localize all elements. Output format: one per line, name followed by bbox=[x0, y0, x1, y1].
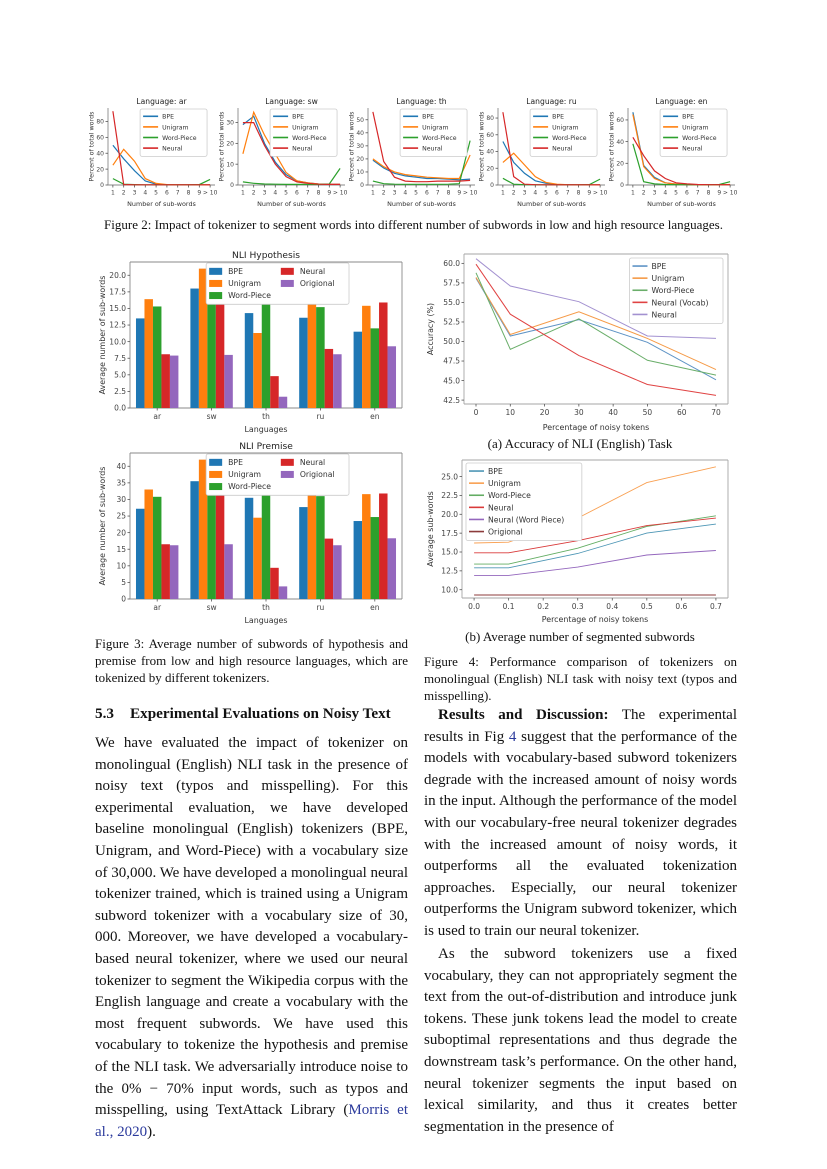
svg-text:15.0: 15.0 bbox=[109, 304, 126, 314]
svg-text:1: 1 bbox=[110, 189, 115, 197]
paragraph-text: We have evaluated the impact of tokenizer on monolingual (English) NLI task in the presence of noisy text (typos and misspelling). For this experimental evaluation, we have developed baseline monolingual (English) tokenizers (BPE, Unigram, and Word-Piece) with a vocabulary size of 30,000. We have developed a monolingual neural tokenizer trained, which is trained using a Unigram subword tokenizer with a vocabulary size of 30, 000. Moreover, we have developed a vocabulary-based neural tokenizer, where we used our neural tokenizer to segment the Wikipedia corpus with the English language and create a vocabulary with the most frequent subwords. We have used this vocabulary to tokenize the hypothesis and premise of the NLI task. We adversarially introduce noise to the 0% − 70% input words, such as typos and misspelling, using TextAttack Library ( bbox=[95, 735, 409, 1119]
svg-text:40: 40 bbox=[608, 408, 618, 417]
svg-text:9: 9 bbox=[457, 189, 462, 197]
svg-text:Number of sub-words: Number of sub-words bbox=[647, 200, 716, 208]
section-heading bbox=[95, 705, 408, 723]
svg-text:Unigram: Unigram bbox=[552, 124, 579, 132]
svg-text:45.0: 45.0 bbox=[443, 376, 460, 386]
svg-text:6: 6 bbox=[554, 189, 559, 197]
paragraph-experimental-setup bbox=[95, 733, 408, 1143]
svg-text:8: 8 bbox=[706, 189, 711, 197]
svg-text:BPE: BPE bbox=[228, 457, 243, 467]
svg-text:5: 5 bbox=[674, 189, 679, 197]
svg-text:NLI Hypothesis: NLI Hypothesis bbox=[232, 251, 300, 261]
svg-text:0.0: 0.0 bbox=[468, 602, 481, 611]
paragraph-subword-discussion: As the subword tokenizers use a fixed vocabulary, they can not appropriately segment the text from the out-of-distribution and introduce junk tokens. These junk tokens lead the model to create suboptimal representations and thus degrade the downstream task’s performance. On the other hand, neural tokenizer segments the input based on lexical similarity, and thus it creates better segmentation in the presence of bbox=[424, 946, 737, 1135]
svg-text:30: 30 bbox=[356, 143, 364, 151]
svg-text:en: en bbox=[370, 412, 380, 421]
svg-text:Neural: Neural bbox=[487, 503, 514, 513]
svg-text:Word-Piece: Word-Piece bbox=[292, 134, 327, 142]
svg-text:80: 80 bbox=[96, 118, 104, 126]
svg-text:7: 7 bbox=[305, 189, 310, 197]
svg-text:0: 0 bbox=[100, 182, 104, 190]
svg-text:10: 10 bbox=[226, 161, 234, 169]
svg-text:Unigram: Unigram bbox=[422, 124, 449, 132]
svg-text:25: 25 bbox=[116, 511, 126, 521]
svg-text:BPE: BPE bbox=[162, 113, 174, 121]
svg-text:Number of sub-words: Number of sub-words bbox=[517, 200, 586, 208]
svg-text:Unigram: Unigram bbox=[292, 124, 319, 132]
svg-text:20.0: 20.0 bbox=[441, 509, 458, 519]
svg-text:10: 10 bbox=[116, 561, 126, 571]
svg-text:80: 80 bbox=[486, 115, 494, 123]
svg-text:sw: sw bbox=[206, 412, 217, 421]
svg-text:0.6: 0.6 bbox=[675, 602, 688, 611]
svg-text:42.5: 42.5 bbox=[443, 395, 460, 405]
svg-text:20: 20 bbox=[486, 165, 494, 173]
svg-text:Word-Piece: Word-Piece bbox=[651, 286, 695, 296]
svg-text:Percent of total words: Percent of total words bbox=[608, 111, 616, 182]
svg-text:0.0: 0.0 bbox=[114, 403, 126, 413]
svg-text:Neural: Neural bbox=[299, 457, 326, 467]
svg-text:30: 30 bbox=[116, 495, 126, 505]
svg-text:4: 4 bbox=[663, 189, 668, 197]
svg-text:4: 4 bbox=[273, 189, 278, 197]
svg-text:> 10: > 10 bbox=[462, 189, 478, 197]
svg-text:60.0: 60.0 bbox=[443, 259, 460, 269]
svg-text:3: 3 bbox=[392, 189, 397, 197]
svg-text:40: 40 bbox=[356, 129, 364, 137]
svg-text:> 10: > 10 bbox=[332, 189, 348, 197]
svg-text:20: 20 bbox=[356, 156, 364, 164]
svg-text:Language: th: Language: th bbox=[396, 97, 447, 106]
svg-text:50.0: 50.0 bbox=[443, 337, 460, 347]
svg-text:Number of sub-words: Number of sub-words bbox=[387, 200, 456, 208]
svg-text:60: 60 bbox=[616, 117, 624, 125]
svg-text:6: 6 bbox=[424, 189, 429, 197]
svg-text:0: 0 bbox=[620, 182, 624, 190]
svg-text:17.5: 17.5 bbox=[441, 528, 458, 538]
svg-text:Language: ru: Language: ru bbox=[526, 97, 577, 106]
svg-text:60: 60 bbox=[486, 131, 494, 139]
svg-text:6: 6 bbox=[294, 189, 299, 197]
svg-text:0: 0 bbox=[490, 182, 494, 190]
svg-text:60: 60 bbox=[96, 134, 104, 142]
svg-text:5.0: 5.0 bbox=[114, 370, 126, 380]
svg-text:7: 7 bbox=[435, 189, 440, 197]
svg-text:15: 15 bbox=[116, 544, 126, 554]
paragraph-results-discussion bbox=[424, 705, 737, 943]
svg-text:Percentage of noisy tokens: Percentage of noisy tokens bbox=[541, 615, 649, 624]
svg-text:Word-Piece: Word-Piece bbox=[422, 134, 457, 142]
svg-text:0.5: 0.5 bbox=[640, 602, 653, 611]
svg-text:Neural: Neural bbox=[299, 266, 326, 276]
svg-text:25.0: 25.0 bbox=[441, 472, 458, 482]
svg-text:0.1: 0.1 bbox=[502, 602, 515, 611]
svg-text:Languages: Languages bbox=[244, 425, 288, 434]
svg-text:Neural: Neural bbox=[422, 145, 443, 153]
chart-language-ru bbox=[478, 95, 608, 208]
svg-text:1: 1 bbox=[370, 189, 375, 197]
svg-text:1: 1 bbox=[240, 189, 245, 197]
svg-text:3: 3 bbox=[652, 189, 657, 197]
paragraph-text-end: ). bbox=[147, 1123, 156, 1140]
svg-text:0: 0 bbox=[230, 182, 234, 190]
svg-text:22.5: 22.5 bbox=[441, 491, 458, 501]
svg-text:20: 20 bbox=[616, 160, 624, 168]
figure4-reference-link[interactable]: 4 bbox=[508, 728, 517, 745]
figure4a-caption: (a) Accuracy of NLI (English) Task bbox=[487, 436, 673, 451]
figure4b-caption: (b) Average number of segmented subwords bbox=[465, 629, 695, 644]
svg-text:BPE: BPE bbox=[487, 466, 503, 476]
svg-text:8: 8 bbox=[316, 189, 321, 197]
svg-text:NLI Premise: NLI Premise bbox=[239, 442, 293, 452]
svg-text:Origional: Origional bbox=[487, 527, 523, 537]
svg-text:ru: ru bbox=[316, 412, 325, 421]
svg-text:5: 5 bbox=[414, 189, 419, 197]
svg-text:Average sub-words: Average sub-words bbox=[426, 491, 435, 567]
svg-text:BPE: BPE bbox=[552, 113, 564, 121]
figure4-caption: Figure 4: Performance comparison of tokenizers on monolingual (English) NLI task with noisy text (typos and misspelling). bbox=[424, 654, 737, 703]
svg-text:0.3: 0.3 bbox=[571, 602, 584, 611]
svg-text:Average number of sub-words: Average number of sub-words bbox=[98, 466, 107, 586]
svg-text:8: 8 bbox=[446, 189, 451, 197]
section-title: Experimental Evaluations on Noisy Text bbox=[129, 705, 391, 722]
svg-text:Neural: Neural bbox=[162, 145, 183, 153]
chart-language-sw bbox=[218, 95, 348, 208]
svg-text:Word-Piece: Word-Piece bbox=[552, 134, 587, 142]
svg-text:Percentage of noisy tokens: Percentage of noisy tokens bbox=[542, 423, 650, 432]
svg-text:15.0: 15.0 bbox=[441, 547, 458, 557]
svg-text:Unigram: Unigram bbox=[228, 279, 262, 289]
svg-text:0.2: 0.2 bbox=[537, 602, 550, 611]
svg-text:Neural (Vocab): Neural (Vocab) bbox=[651, 298, 709, 308]
svg-text:Number of sub-words: Number of sub-words bbox=[127, 200, 196, 208]
svg-text:4: 4 bbox=[143, 189, 148, 197]
svg-text:9: 9 bbox=[717, 189, 722, 197]
chart-language-th bbox=[348, 95, 478, 208]
svg-text:50: 50 bbox=[642, 408, 653, 417]
svg-text:Neural: Neural bbox=[552, 145, 573, 153]
svg-text:Percent of total words: Percent of total words bbox=[478, 111, 486, 182]
svg-text:BPE: BPE bbox=[228, 266, 243, 276]
svg-text:Number of sub-words: Number of sub-words bbox=[257, 200, 326, 208]
svg-text:Percent of total words: Percent of total words bbox=[348, 111, 356, 182]
svg-text:7.5: 7.5 bbox=[114, 353, 126, 363]
svg-text:1: 1 bbox=[500, 189, 505, 197]
svg-text:0.7: 0.7 bbox=[709, 602, 722, 611]
svg-text:40: 40 bbox=[486, 148, 494, 156]
svg-text:BPE: BPE bbox=[422, 113, 434, 121]
svg-text:70: 70 bbox=[711, 408, 721, 417]
svg-text:30: 30 bbox=[226, 119, 234, 127]
svg-text:0: 0 bbox=[121, 594, 126, 604]
svg-text:10: 10 bbox=[505, 408, 516, 417]
svg-text:> 10: > 10 bbox=[592, 189, 608, 197]
svg-text:9: 9 bbox=[587, 189, 592, 197]
svg-text:7: 7 bbox=[565, 189, 570, 197]
svg-text:Neural: Neural bbox=[651, 310, 677, 320]
svg-text:60: 60 bbox=[676, 408, 687, 417]
svg-text:Percent of total words: Percent of total words bbox=[88, 111, 96, 182]
svg-text:2: 2 bbox=[121, 189, 126, 197]
svg-text:3: 3 bbox=[262, 189, 267, 197]
svg-text:5: 5 bbox=[544, 189, 549, 197]
svg-text:0: 0 bbox=[473, 408, 479, 417]
citation-morris-2020[interactable]: Morris et al., 2020 bbox=[95, 1102, 408, 1140]
svg-text:10.0: 10.0 bbox=[109, 337, 126, 347]
svg-text:BPE: BPE bbox=[292, 113, 304, 121]
svg-text:40: 40 bbox=[116, 461, 126, 471]
svg-text:9: 9 bbox=[327, 189, 332, 197]
svg-text:9: 9 bbox=[197, 189, 202, 197]
svg-text:Word-Piece: Word-Piece bbox=[682, 134, 717, 142]
svg-text:Neural (Word Piece): Neural (Word Piece) bbox=[487, 515, 565, 525]
svg-text:Word-Piece: Word-Piece bbox=[162, 134, 197, 142]
svg-text:Unigram: Unigram bbox=[487, 479, 521, 489]
svg-text:40: 40 bbox=[96, 150, 104, 158]
svg-text:17.5: 17.5 bbox=[109, 287, 126, 297]
svg-text:7: 7 bbox=[175, 189, 180, 197]
svg-text:ru: ru bbox=[316, 603, 325, 612]
svg-text:35: 35 bbox=[116, 478, 126, 488]
chart-nli-accuracy bbox=[424, 246, 736, 432]
chart-nli-hypothesis bbox=[96, 246, 412, 434]
svg-text:57.5: 57.5 bbox=[443, 278, 460, 288]
chart-language-ar bbox=[88, 95, 218, 208]
svg-text:8: 8 bbox=[576, 189, 581, 197]
svg-text:3: 3 bbox=[522, 189, 527, 197]
svg-text:ar: ar bbox=[153, 412, 162, 421]
svg-text:6: 6 bbox=[164, 189, 169, 197]
results-label: Results and Discussion: bbox=[438, 707, 609, 723]
figure2-caption: Figure 2: Impact of tokenizer to segment words into different number of subwords in low and high resource languages. bbox=[104, 217, 723, 232]
svg-text:55.0: 55.0 bbox=[443, 298, 460, 308]
svg-text:20.0: 20.0 bbox=[109, 270, 126, 280]
svg-text:Origional: Origional bbox=[299, 279, 335, 289]
svg-text:> 10: > 10 bbox=[202, 189, 218, 197]
svg-text:Languages: Languages bbox=[244, 616, 288, 625]
svg-text:0: 0 bbox=[360, 182, 364, 190]
svg-text:1: 1 bbox=[630, 189, 635, 197]
svg-text:5: 5 bbox=[121, 578, 126, 588]
svg-text:4: 4 bbox=[403, 189, 408, 197]
svg-text:8: 8 bbox=[186, 189, 191, 197]
svg-text:20: 20 bbox=[116, 528, 126, 538]
svg-text:12.5: 12.5 bbox=[441, 566, 458, 576]
svg-text:BPE: BPE bbox=[682, 113, 694, 121]
svg-text:Unigram: Unigram bbox=[651, 274, 685, 284]
svg-text:th: th bbox=[262, 603, 270, 612]
svg-text:30: 30 bbox=[574, 408, 584, 417]
svg-text:sw: sw bbox=[206, 603, 217, 612]
section-number: 5.3 bbox=[95, 705, 114, 722]
svg-text:Neural: Neural bbox=[292, 145, 313, 153]
svg-text:Unigram: Unigram bbox=[228, 470, 262, 480]
figure3-caption: Figure 3: Average number of subwords of hypothesis and premise from low and high resource languages, which are tokenized by different tokenizers. bbox=[95, 636, 408, 685]
svg-text:Accuracy (%): Accuracy (%) bbox=[426, 302, 435, 356]
svg-text:Word-Piece: Word-Piece bbox=[487, 491, 531, 501]
svg-text:> 10: > 10 bbox=[722, 189, 738, 197]
chart-language-en bbox=[608, 95, 738, 208]
svg-text:th: th bbox=[262, 412, 270, 421]
svg-text:4: 4 bbox=[533, 189, 538, 197]
svg-text:Neural: Neural bbox=[682, 145, 703, 153]
svg-text:2.5: 2.5 bbox=[114, 387, 126, 397]
svg-text:Origional: Origional bbox=[299, 470, 335, 480]
svg-text:Language: sw: Language: sw bbox=[265, 97, 318, 106]
svg-text:BPE: BPE bbox=[651, 261, 667, 271]
svg-text:0.4: 0.4 bbox=[606, 602, 619, 611]
svg-text:Percent of total words: Percent of total words bbox=[218, 111, 226, 182]
chart-nli-premise bbox=[96, 437, 412, 625]
svg-text:50: 50 bbox=[356, 116, 364, 124]
svg-text:Language: en: Language: en bbox=[655, 97, 708, 106]
chart-avg-subwords bbox=[424, 454, 736, 624]
svg-text:20: 20 bbox=[226, 140, 234, 148]
svg-text:en: en bbox=[370, 603, 380, 612]
svg-text:20: 20 bbox=[539, 408, 550, 417]
svg-text:10: 10 bbox=[356, 169, 364, 177]
svg-text:20: 20 bbox=[96, 166, 104, 174]
svg-text:52.5: 52.5 bbox=[443, 317, 460, 327]
svg-text:Language: ar: Language: ar bbox=[136, 97, 187, 106]
svg-text:10.0: 10.0 bbox=[441, 585, 458, 595]
svg-text:6: 6 bbox=[684, 189, 689, 197]
svg-text:Average number of sub-words: Average number of sub-words bbox=[98, 275, 107, 395]
svg-text:7: 7 bbox=[695, 189, 700, 197]
svg-text:2: 2 bbox=[511, 189, 516, 197]
svg-text:47.5: 47.5 bbox=[443, 356, 460, 366]
svg-text:Word-Piece: Word-Piece bbox=[228, 291, 271, 301]
svg-text:12.5: 12.5 bbox=[109, 320, 126, 330]
svg-text:ar: ar bbox=[153, 603, 162, 612]
svg-text:2: 2 bbox=[641, 189, 646, 197]
svg-text:5: 5 bbox=[284, 189, 289, 197]
svg-text:2: 2 bbox=[381, 189, 386, 197]
figure2-chart-row bbox=[88, 95, 738, 208]
svg-text:3: 3 bbox=[132, 189, 137, 197]
paragraph-text: The experimental results in Fig bbox=[424, 707, 737, 745]
paragraph-text: suggest that the performance of the models with vocabulary-based subword tokenizers degrade with the increased amount of noisy words in the input. Although the performance of the model with our vocabulary-free neural tokenizer degrades with the increased amount of noisy words, it outperforms all the evaluated tokenization approaches. Especially, our neural tokenizer outperforms the Unigram subword tokenizer, which is used to train our neural tokenizer. bbox=[424, 728, 738, 939]
svg-text:Unigram: Unigram bbox=[682, 124, 709, 132]
svg-text:Unigram: Unigram bbox=[162, 124, 189, 132]
svg-text:Word-Piece: Word-Piece bbox=[228, 482, 271, 492]
svg-text:2: 2 bbox=[251, 189, 256, 197]
svg-text:40: 40 bbox=[616, 138, 624, 146]
svg-text:5: 5 bbox=[154, 189, 159, 197]
